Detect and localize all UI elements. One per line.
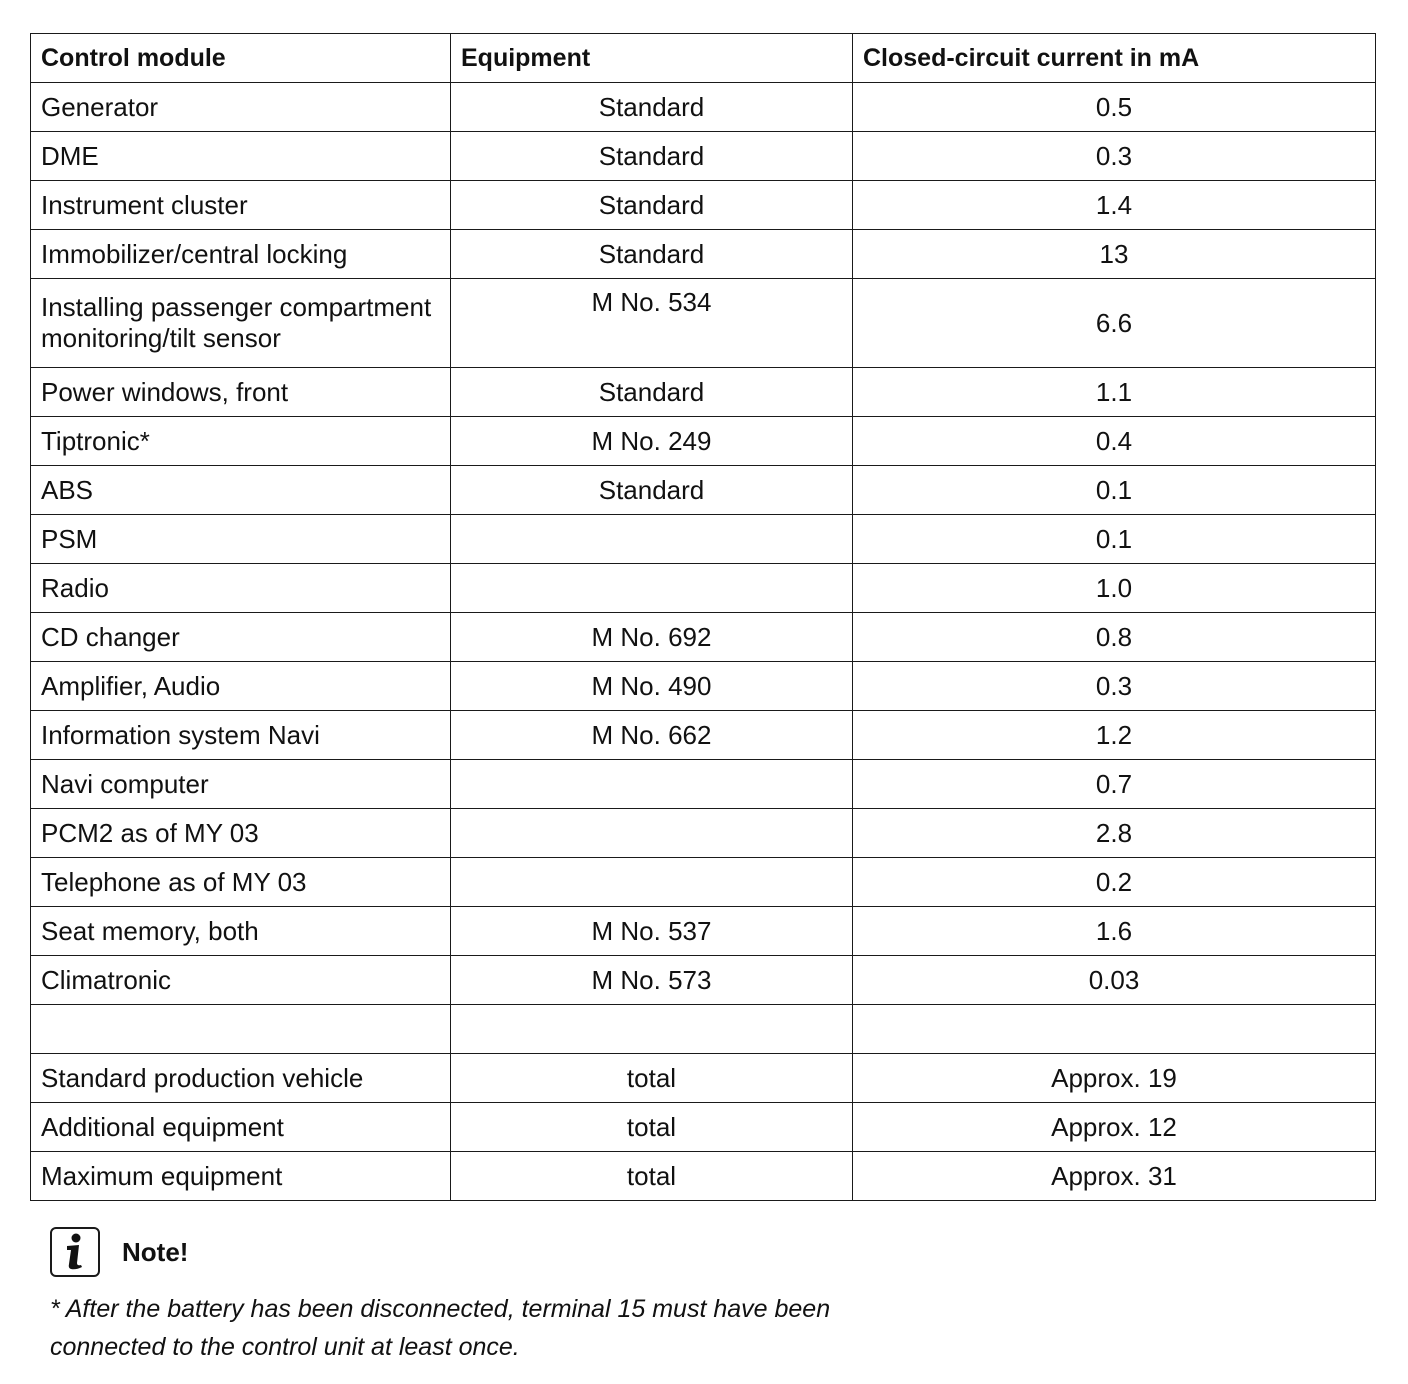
table-row	[31, 368, 1376, 417]
current-cell: 0.1	[853, 466, 1376, 515]
current-cell: 0.03	[853, 956, 1376, 1005]
info-icon	[50, 1227, 100, 1277]
module-cell: Telephone as of MY 03	[31, 858, 451, 907]
current-cell: Approx. 19	[853, 1054, 1376, 1103]
table-row	[31, 907, 1376, 956]
table-row	[31, 181, 1376, 230]
module-cell: Installing passenger compartment monitoring/tilt sensor	[31, 279, 451, 368]
module-cell: Standard production vehicle	[31, 1054, 451, 1103]
table-row	[31, 279, 1376, 368]
table-row	[31, 230, 1376, 279]
note-text: * After the battery has been disconnected, terminal 15 must have been connected to the control unit at least once.	[50, 1295, 831, 1361]
table-row-total	[31, 1152, 1376, 1201]
module-cell: Additional equipment	[31, 1103, 451, 1152]
current-cell: 6.6	[853, 279, 1376, 368]
table-header-row	[31, 34, 1376, 83]
note-title: Note!	[122, 1236, 189, 1267]
table-row	[31, 564, 1376, 613]
equipment-cell: M No. 662	[451, 711, 853, 760]
equipment-cell	[451, 809, 853, 858]
current-cell	[853, 1005, 1376, 1054]
equipment-cell: M No. 249	[451, 417, 853, 466]
equipment-cell	[451, 760, 853, 809]
current-cell: 0.2	[853, 858, 1376, 907]
module-cell: Power windows, front	[31, 368, 451, 417]
equipment-cell: M No. 692	[451, 613, 853, 662]
table-row	[31, 83, 1376, 132]
equipment-cell: Standard	[451, 466, 853, 515]
header-control-module: Control module	[31, 34, 451, 83]
table-row	[31, 711, 1376, 760]
equipment-cell: Standard	[451, 181, 853, 230]
equipment-cell	[451, 515, 853, 564]
module-cell	[31, 1005, 451, 1054]
header-closed-circuit-current: Closed-circuit current in mA	[853, 34, 1376, 83]
module-cell: PSM	[31, 515, 451, 564]
module-cell: Immobilizer/central locking	[31, 230, 451, 279]
table-row	[31, 466, 1376, 515]
table-row	[31, 662, 1376, 711]
current-cell: Approx. 31	[853, 1152, 1376, 1201]
current-cell: 1.1	[853, 368, 1376, 417]
table-row	[31, 417, 1376, 466]
equipment-cell: total	[451, 1152, 853, 1201]
current-cell: 0.5	[853, 83, 1376, 132]
table-row	[31, 956, 1376, 1005]
module-cell: Navi computer	[31, 760, 451, 809]
module-cell: DME	[31, 132, 451, 181]
table-row-total	[31, 1054, 1376, 1103]
current-cell: 2.8	[853, 809, 1376, 858]
current-cell: 1.6	[853, 907, 1376, 956]
module-cell: CD changer	[31, 613, 451, 662]
table-row-total	[31, 1103, 1376, 1152]
table-row-empty	[31, 1005, 1376, 1054]
module-cell: Seat memory, both	[31, 907, 451, 956]
current-cell: 1.0	[853, 564, 1376, 613]
current-cell: 1.2	[853, 711, 1376, 760]
module-cell: Amplifier, Audio	[31, 662, 451, 711]
current-cell: 1.4	[853, 181, 1376, 230]
table-row	[31, 132, 1376, 181]
note-block	[50, 1226, 870, 1366]
equipment-cell: Standard	[451, 230, 853, 279]
table-row	[31, 613, 1376, 662]
note-header	[50, 1226, 870, 1278]
equipment-cell: M No. 490	[451, 662, 853, 711]
current-cell: 0.7	[853, 760, 1376, 809]
module-cell: Instrument cluster	[31, 181, 451, 230]
equipment-cell: M No. 573	[451, 956, 853, 1005]
module-cell: Climatronic	[31, 956, 451, 1005]
table-row	[31, 809, 1376, 858]
equipment-cell: M No. 534	[451, 279, 853, 368]
equipment-cell: M No. 537	[451, 907, 853, 956]
closed-circuit-current-table	[30, 33, 1376, 1201]
current-cell: 0.3	[853, 662, 1376, 711]
equipment-cell	[451, 1005, 853, 1054]
equipment-cell: Standard	[451, 132, 853, 181]
module-cell: Information system Navi	[31, 711, 451, 760]
module-cell: Maximum equipment	[31, 1152, 451, 1201]
header-equipment: Equipment	[451, 34, 853, 83]
table-row	[31, 858, 1376, 907]
equipment-cell	[451, 564, 853, 613]
current-cell: 0.4	[853, 417, 1376, 466]
current-cell: Approx. 12	[853, 1103, 1376, 1152]
current-cell: 0.3	[853, 132, 1376, 181]
equipment-cell: Standard	[451, 368, 853, 417]
table-row	[31, 515, 1376, 564]
equipment-cell	[451, 858, 853, 907]
equipment-cell: total	[451, 1054, 853, 1103]
current-cell: 0.1	[853, 515, 1376, 564]
module-cell: ABS	[31, 466, 451, 515]
module-cell: Generator	[31, 83, 451, 132]
equipment-cell: Standard	[451, 83, 853, 132]
equipment-cell: total	[451, 1103, 853, 1152]
current-cell: 13	[853, 230, 1376, 279]
table-row	[31, 760, 1376, 809]
module-cell: Tiptronic*	[31, 417, 451, 466]
module-cell: PCM2 as of MY 03	[31, 809, 451, 858]
module-cell: Radio	[31, 564, 451, 613]
current-cell: 0.8	[853, 613, 1376, 662]
